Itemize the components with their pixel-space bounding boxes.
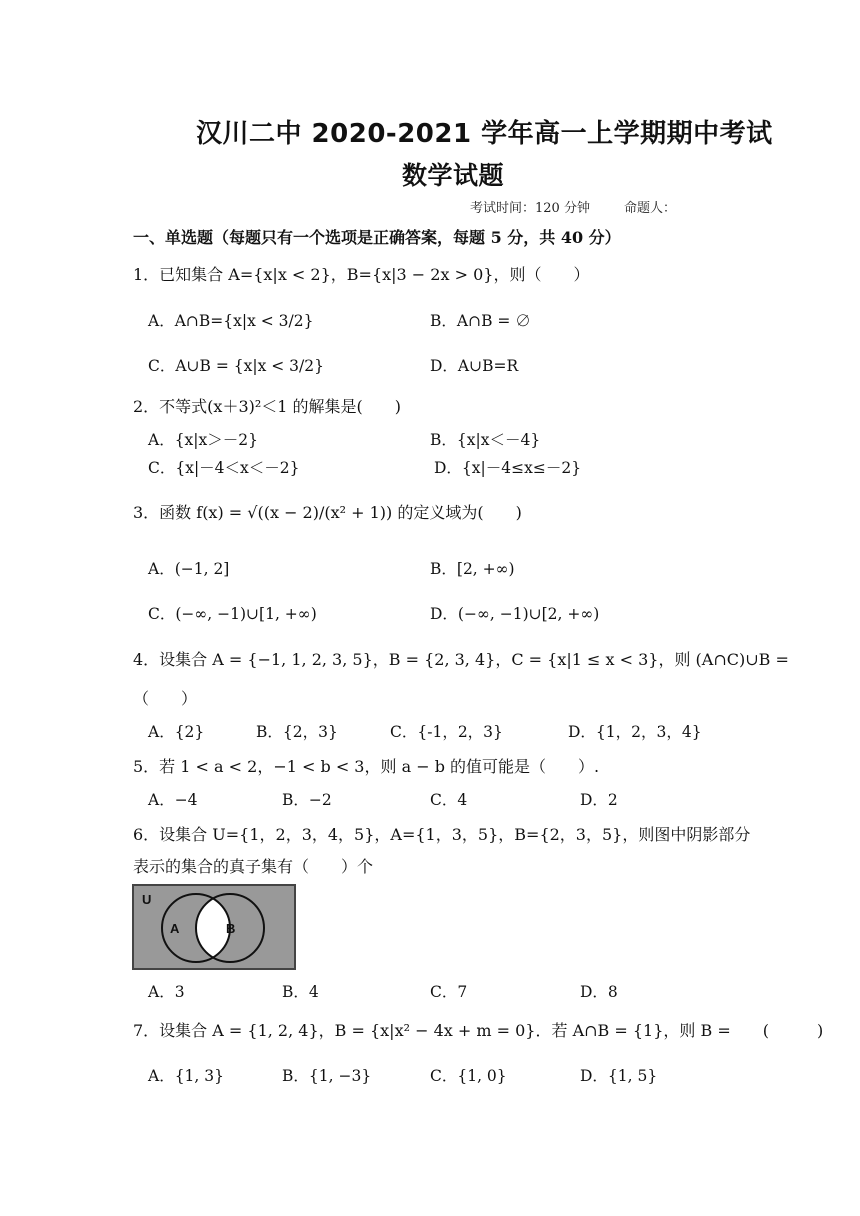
question-3-option-d: D．(−∞, −1)∪[2, +∞) xyxy=(430,605,600,623)
question-7-option-d: D．{1, 5} xyxy=(580,1067,658,1085)
question-4-option-c: C．{-1，2，3} xyxy=(390,723,503,741)
question-2-option-c: C．{x|－4＜x＜－2} xyxy=(148,459,300,477)
venn-label-u: U xyxy=(142,892,152,907)
question-3-stem: 3．函数 f(x) = √((x − 2)/(x² + 1)) 的定义域为( ) xyxy=(133,503,522,522)
exam-author: 命题人： xyxy=(624,201,677,216)
question-7-stem: 7．设集合 A = {1, 2, 4}，B = {x|x² − 4x + m = 0}．若 A∩B = {1}，则 B = ( ) xyxy=(133,1021,824,1040)
question-2-stem: 2．不等式(x＋3)²＜1 的解集是( ) xyxy=(133,397,402,416)
question-7-option-b: B．{1, −3} xyxy=(282,1067,372,1085)
question-6-option-d: D．8 xyxy=(580,983,618,1001)
question-4-option-b: B．{2，3} xyxy=(256,723,338,741)
section-heading: 一、单选题（每题只有一个选项是正确答案，每题 5 分，共 40 分） xyxy=(133,228,621,247)
question-7-option-a: A．{1, 3} xyxy=(148,1067,224,1085)
question-6-option-c: C．7 xyxy=(430,983,468,1001)
question-1-option-c: C．A∪B = {x|x < 3/2} xyxy=(148,357,324,375)
question-5-option-b: B．−2 xyxy=(282,791,332,809)
venn-label-a: A xyxy=(170,921,180,936)
question-2-option-b: B．{x|x＜－4} xyxy=(430,431,541,449)
question-2-option-a: A．{x|x＞－2} xyxy=(148,431,258,449)
question-6-stem: 6．设集合 U={1，2，3，4，5}，A={1，3，5}，B={2，3，5}，则图中阴影部分 xyxy=(133,825,751,844)
question-6-stem-cont: 表示的集合的真子集有（ ）个 xyxy=(133,857,374,876)
question-1-option-b: B．A∩B = ∅ xyxy=(430,312,531,330)
question-5-stem: 5．若 1 < a < 2，−1 < b < 3，则 a − b 的值可能是（ ）. xyxy=(133,757,600,776)
question-6-option-a: A．3 xyxy=(148,983,185,1001)
question-1-stem: 1．已知集合 A={x|x < 2}，B={x|3 − 2x > 0}，则（ ） xyxy=(133,265,590,284)
question-1-option-d: D．A∪B=R xyxy=(430,357,519,375)
question-4-stem: 4．设集合 A = {−1, 1, 2, 3, 5}，B = {2, 3, 4}，C = {x|1 ≤ x < 3}，则 (A∩C)∪B = xyxy=(133,650,789,669)
venn-diagram xyxy=(132,884,296,970)
question-5-option-d: D．2 xyxy=(580,791,618,809)
question-3-option-a: A．(−1, 2] xyxy=(148,560,230,578)
question-4-stem-cont: （ ） xyxy=(133,689,198,708)
question-7-option-c: C．{1, 0} xyxy=(430,1067,507,1085)
exam-time: 考试时间：120 分钟 xyxy=(470,201,590,216)
question-5-option-c: C．4 xyxy=(430,791,468,809)
question-6-option-b: B．4 xyxy=(282,983,319,1001)
question-3-option-b: B．[2, +∞) xyxy=(430,560,515,578)
venn-label-b: B xyxy=(226,921,236,936)
question-4-option-d: D．{1，2，3，4} xyxy=(568,723,702,741)
question-5-option-a: A．−4 xyxy=(148,791,198,809)
exam-title: 汉川二中 2020-2021 学年高一上学期期中考试 xyxy=(196,119,773,149)
question-1-option-a: A．A∩B={x|x < 3/2} xyxy=(148,312,314,330)
question-2-option-d: D．{x|－4≤x≤－2} xyxy=(434,459,582,477)
exam-subtitle: 数学试题 xyxy=(402,161,505,190)
question-3-option-c: C．(−∞, −1)∪[1, +∞) xyxy=(148,605,317,623)
question-4-option-a: A．{2} xyxy=(148,723,205,741)
